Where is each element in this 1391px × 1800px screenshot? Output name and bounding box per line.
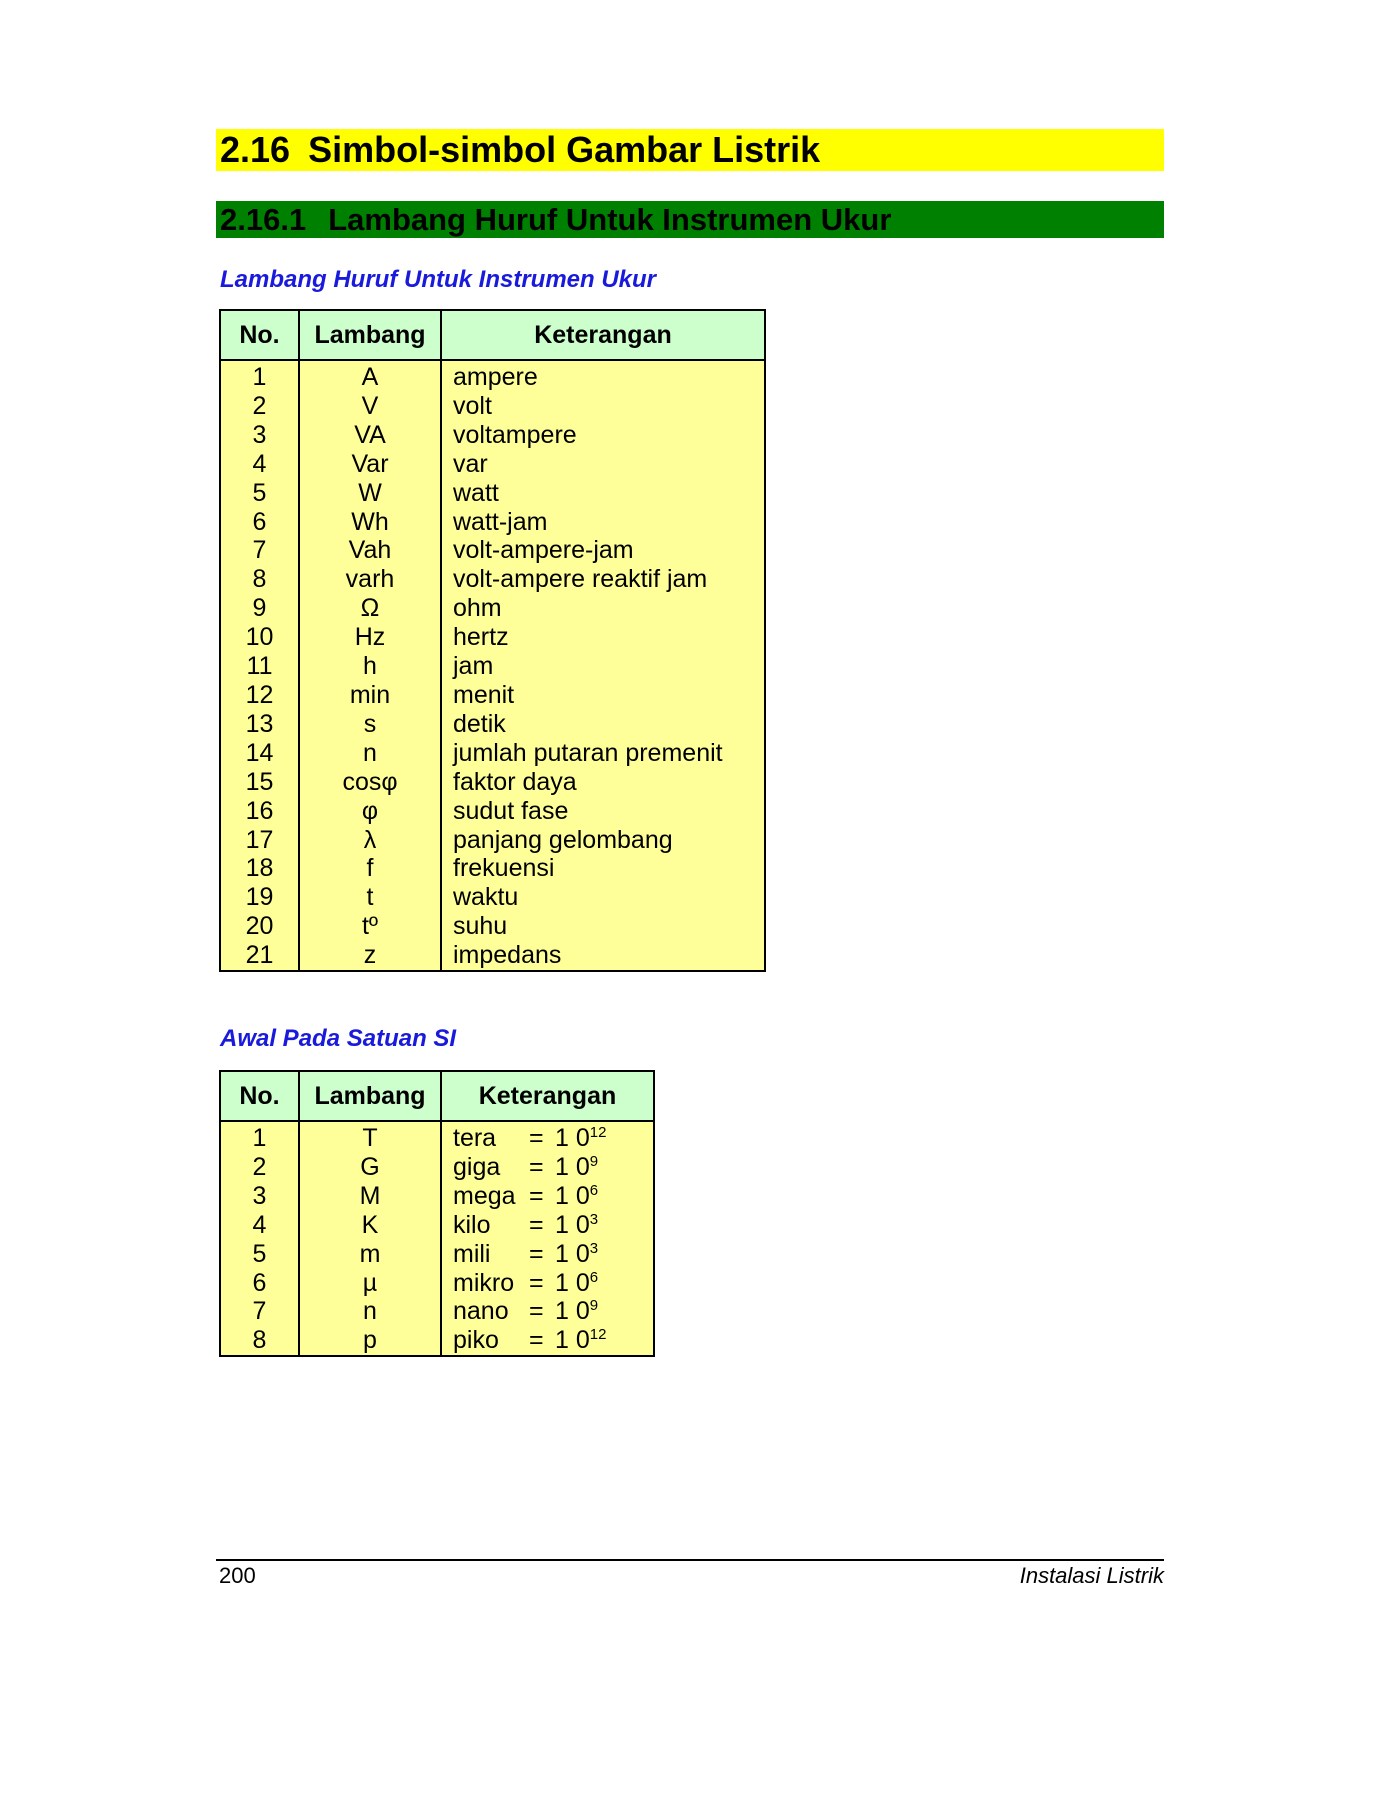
row-symbol: φ	[299, 797, 441, 826]
row-description: impedans	[441, 941, 765, 971]
row-symbol: M	[299, 1182, 441, 1211]
row-number: 5	[220, 479, 299, 508]
row-description: detik	[441, 710, 765, 739]
row-symbol: p	[299, 1326, 441, 1356]
table1-caption: Lambang Huruf Untuk Instrumen Ukur	[220, 266, 657, 293]
equals-sign: =	[529, 1181, 544, 1210]
table-row	[220, 941, 765, 971]
power-base: 1 0	[555, 1124, 590, 1152]
row-number: 2	[220, 392, 299, 421]
power-base: 1 0	[555, 1297, 590, 1326]
row-description: panjang gelombang	[441, 826, 765, 855]
section-number: 2.16	[220, 129, 291, 170]
equals-sign: =	[529, 1268, 544, 1297]
page-number: 200	[219, 1563, 256, 1588]
row-description: frekuensi	[441, 854, 765, 883]
row-number: 12	[220, 681, 299, 710]
header-symbol: Lambang	[299, 1071, 441, 1121]
table-row	[220, 1240, 654, 1269]
table-row	[220, 1121, 654, 1153]
power-base: 1 0	[555, 1210, 590, 1239]
table-row	[220, 826, 765, 855]
power-base: 1 0	[555, 1326, 590, 1355]
power-exponent: 6	[589, 1268, 599, 1286]
row-description: ohm	[441, 594, 765, 623]
row-symbol: z	[299, 941, 441, 971]
row-number: 6	[220, 508, 299, 537]
row-description	[441, 1269, 654, 1298]
table-row	[220, 912, 765, 941]
row-description	[441, 1121, 654, 1153]
row-description	[441, 1326, 654, 1356]
equals-sign: =	[529, 1124, 544, 1152]
table-row	[220, 623, 765, 652]
row-number: 9	[220, 594, 299, 623]
table-row	[220, 768, 765, 797]
table-row	[220, 479, 765, 508]
table-row	[220, 536, 765, 565]
power-exponent: 9	[589, 1152, 599, 1170]
row-symbol: m	[299, 1240, 441, 1269]
row-number: 6	[220, 1269, 299, 1298]
row-description: menit	[441, 681, 765, 710]
equals-sign: =	[529, 1239, 544, 1268]
row-symbol: s	[299, 710, 441, 739]
row-number: 10	[220, 623, 299, 652]
row-number: 1	[220, 1121, 299, 1153]
row-symbol: min	[299, 681, 441, 710]
row-number: 17	[220, 826, 299, 855]
row-description: suhu	[441, 912, 765, 941]
table-header-row	[220, 310, 765, 360]
row-number: 8	[220, 1326, 299, 1356]
row-symbol: Vah	[299, 536, 441, 565]
table-row	[220, 1297, 654, 1326]
power-exponent: 9	[589, 1297, 599, 1315]
section-heading	[216, 129, 1164, 171]
row-symbol: A	[299, 360, 441, 392]
row-number: 1	[220, 360, 299, 392]
row-symbol: n	[299, 1297, 441, 1326]
equals-sign: =	[529, 1210, 544, 1239]
row-number: 19	[220, 883, 299, 912]
power-exponent: 12	[589, 1326, 607, 1344]
row-number: 14	[220, 739, 299, 768]
row-number: 13	[220, 710, 299, 739]
prefix-value	[453, 1211, 598, 1240]
row-symbol: G	[299, 1153, 441, 1182]
table-row	[220, 854, 765, 883]
row-description: watt-jam	[441, 508, 765, 537]
row-description	[441, 1240, 654, 1269]
row-symbol: f	[299, 854, 441, 883]
row-number: 7	[220, 536, 299, 565]
instrument-symbols-table	[219, 309, 766, 972]
power-exponent: 3	[589, 1210, 599, 1228]
row-description	[441, 1297, 654, 1326]
power-exponent: 6	[589, 1181, 599, 1199]
prefix-value	[453, 1240, 598, 1269]
equals-sign: =	[529, 1326, 544, 1355]
book-title: Instalasi Listrik	[1019, 1563, 1164, 1588]
table-row	[220, 1211, 654, 1240]
row-description: jumlah putaran premenit	[441, 739, 765, 768]
prefix-value	[453, 1326, 606, 1355]
row-symbol: VA	[299, 421, 441, 450]
row-symbol: µ	[299, 1269, 441, 1298]
table-row	[220, 450, 765, 479]
table-header-row	[220, 1071, 654, 1121]
table-row	[220, 652, 765, 681]
equals-sign: =	[529, 1152, 544, 1181]
prefix-name: piko	[453, 1326, 499, 1355]
prefix-name: kilo	[453, 1210, 491, 1239]
table-row	[220, 565, 765, 594]
power-exponent: 12	[589, 1124, 607, 1141]
header-description: Keterangan	[441, 310, 765, 360]
table-row	[220, 1269, 654, 1298]
row-description: faktor daya	[441, 768, 765, 797]
prefix-name: tera	[453, 1124, 497, 1152]
row-symbol: varh	[299, 565, 441, 594]
header-symbol: Lambang	[299, 310, 441, 360]
row-symbol: T	[299, 1121, 441, 1153]
prefix-value	[453, 1153, 598, 1182]
row-description: voltampere	[441, 421, 765, 450]
row-description	[441, 1211, 654, 1240]
header-no: No.	[220, 1071, 299, 1121]
row-number: 2	[220, 1153, 299, 1182]
prefix-name: mili	[453, 1239, 491, 1268]
subsection-heading	[216, 201, 1164, 238]
row-number: 3	[220, 421, 299, 450]
footer-divider	[216, 1559, 1164, 1561]
row-description: waktu	[441, 883, 765, 912]
row-description: volt-ampere reaktif jam	[441, 565, 765, 594]
row-symbol: Wh	[299, 508, 441, 537]
table2-caption: Awal Pada Satuan SI	[220, 1025, 457, 1052]
row-description: var	[441, 450, 765, 479]
row-symbol: Var	[299, 450, 441, 479]
table-row	[220, 681, 765, 710]
equals-sign: =	[529, 1297, 544, 1326]
row-description: hertz	[441, 623, 765, 652]
row-symbol: V	[299, 392, 441, 421]
row-description	[441, 1153, 654, 1182]
row-number: 3	[220, 1182, 299, 1211]
row-symbol: cosφ	[299, 768, 441, 797]
row-number: 8	[220, 565, 299, 594]
power-base: 1 0	[555, 1152, 590, 1181]
row-number: 11	[220, 652, 299, 681]
table-row	[220, 1182, 654, 1211]
table-row	[220, 508, 765, 537]
table-row	[220, 360, 765, 392]
table-row	[220, 710, 765, 739]
row-symbol: n	[299, 739, 441, 768]
section-title: Simbol-simbol Gambar Listrik	[308, 129, 821, 170]
row-description: volt-ampere-jam	[441, 536, 765, 565]
table-row	[220, 594, 765, 623]
row-symbol: h	[299, 652, 441, 681]
row-description: volt	[441, 392, 765, 421]
row-symbol: W	[299, 479, 441, 508]
row-description: watt	[441, 479, 765, 508]
row-number: 20	[220, 912, 299, 941]
prefix-name: giga	[453, 1152, 501, 1181]
table-row	[220, 1326, 654, 1356]
prefix-name: mikro	[453, 1268, 515, 1297]
row-description: sudut fase	[441, 797, 765, 826]
row-number: 18	[220, 854, 299, 883]
row-symbol: K	[299, 1211, 441, 1240]
row-description: jam	[441, 652, 765, 681]
table-row	[220, 883, 765, 912]
prefix-value	[453, 1182, 598, 1211]
row-description	[441, 1182, 654, 1211]
header-no: No.	[220, 310, 299, 360]
row-number: 4	[220, 1211, 299, 1240]
row-description: ampere	[441, 360, 765, 392]
row-symbol: Hz	[299, 623, 441, 652]
row-number: 7	[220, 1297, 299, 1326]
subsection-title: Lambang Huruf Untuk Instrumen Ukur	[328, 202, 892, 237]
si-prefix-table	[219, 1070, 655, 1357]
subsection-number: 2.16.1	[220, 202, 307, 237]
table-row	[220, 1153, 654, 1182]
row-number: 4	[220, 450, 299, 479]
prefix-name: nano	[453, 1297, 509, 1326]
row-symbol: Ω	[299, 594, 441, 623]
prefix-value	[453, 1297, 598, 1326]
power-exponent: 3	[589, 1239, 599, 1257]
power-base: 1 0	[555, 1239, 590, 1268]
row-symbol: t	[299, 883, 441, 912]
table-row	[220, 421, 765, 450]
row-number: 15	[220, 768, 299, 797]
table-row	[220, 739, 765, 768]
prefix-value	[453, 1269, 598, 1298]
prefix-value	[453, 1124, 606, 1153]
row-number: 16	[220, 797, 299, 826]
header-description: Keterangan	[441, 1071, 654, 1121]
prefix-name: mega	[453, 1181, 516, 1210]
power-base: 1 0	[555, 1181, 590, 1210]
power-base: 1 0	[555, 1268, 590, 1297]
row-number: 5	[220, 1240, 299, 1269]
table-row	[220, 392, 765, 421]
row-number: 21	[220, 941, 299, 971]
table-row	[220, 797, 765, 826]
row-symbol: λ	[299, 826, 441, 855]
row-symbol: tº	[299, 912, 441, 941]
